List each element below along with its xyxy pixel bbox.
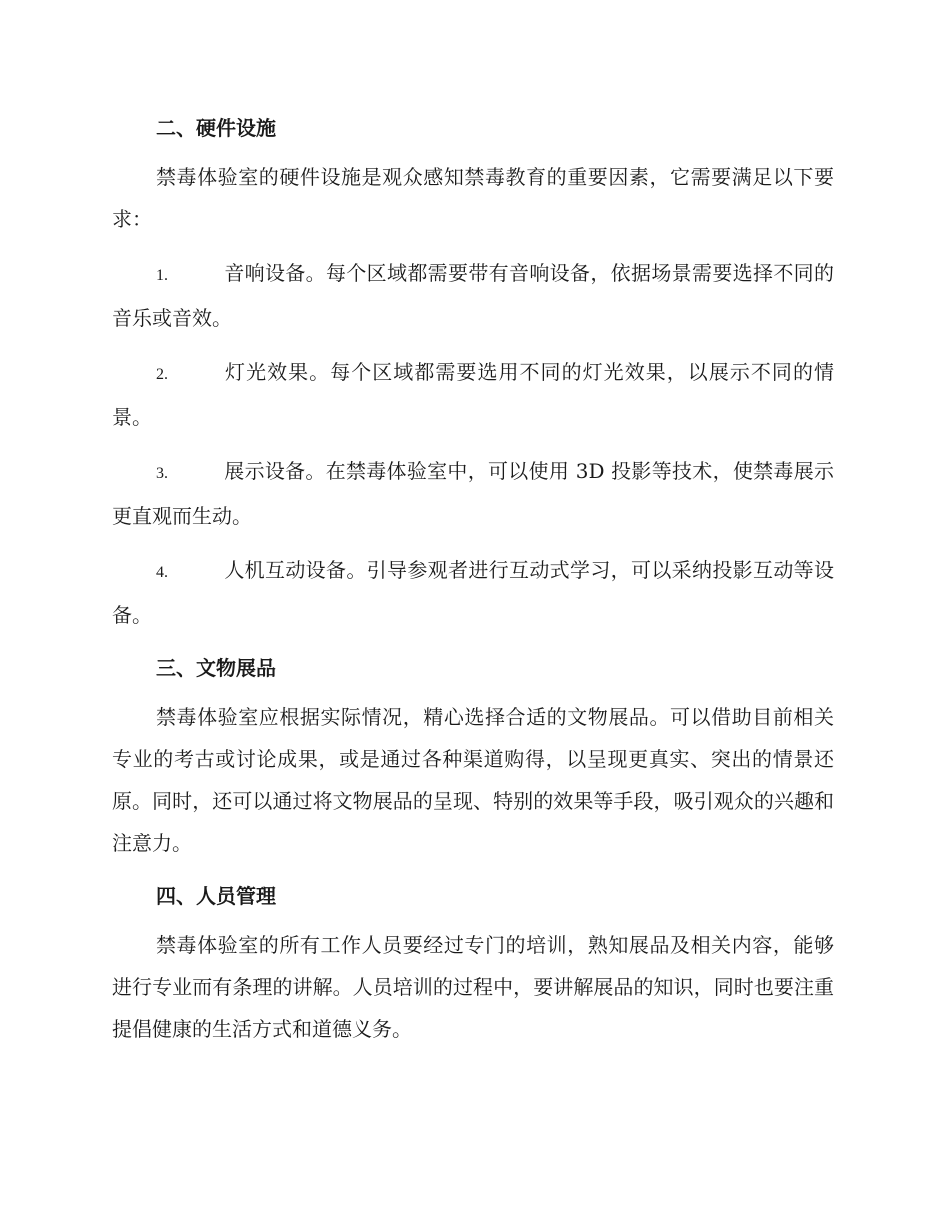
- section-heading-personnel: 四、人员管理: [156, 884, 276, 908]
- section-heading-hardware: 二、硬件设施: [156, 116, 276, 140]
- list-item-text: 灯光效果。每个区域都需要选用不同的灯光效果，以展示不同的情景。: [112, 360, 834, 429]
- section-paragraph-personnel: 禁毒体验室的所有工作人员要经过专门的培训，熟知展品及相关内容，能够进行专业而有条理的讲解。人员培训的过程中，要讲解展品的知识，同时也要注重提倡健康的生活方式和道德义务。: [112, 933, 834, 1041]
- list-item-text: 人机互动设备。引导参观者进行互动式学习，可以采纳投影互动等设备。: [112, 558, 834, 627]
- list-item: [112, 549, 834, 636]
- list-item-text: 展示设备。在禁毒体验室中，可以使用 3D 投影等技术，使禁毒展示更直观而生动。: [112, 459, 834, 528]
- list-item-number: 2.: [156, 366, 168, 383]
- list-item-number: 3.: [156, 465, 168, 482]
- list-item: [112, 450, 834, 537]
- section-paragraph-hardware: 禁毒体验室的硬件设施是观众感知禁毒教育的重要因素，它需要满足以下要求：: [112, 165, 834, 231]
- list-item-text: 音响设备。每个区域都需要带有音响设备，依据场景需要选择不同的音乐或音效。: [112, 261, 834, 330]
- list-item: [112, 252, 834, 339]
- document-page: [112, 108, 834, 1050]
- list-item: [112, 351, 834, 438]
- section-paragraph-artifacts: 禁毒体验室应根据实际情况，精心选择合适的文物展品。可以借助目前相关专业的考古或讨论成果，或是通过各种渠道购得，以呈现更真实、突出的情景还原。同时，还可以通过将文物展品的呈现、特别的效果等手段，吸引观众的兴趣和注意力。: [112, 705, 834, 855]
- section-heading-artifacts: 三、文物展品: [156, 656, 276, 680]
- list-item-number: 1.: [156, 267, 168, 284]
- list-item-number: 4.: [156, 564, 168, 581]
